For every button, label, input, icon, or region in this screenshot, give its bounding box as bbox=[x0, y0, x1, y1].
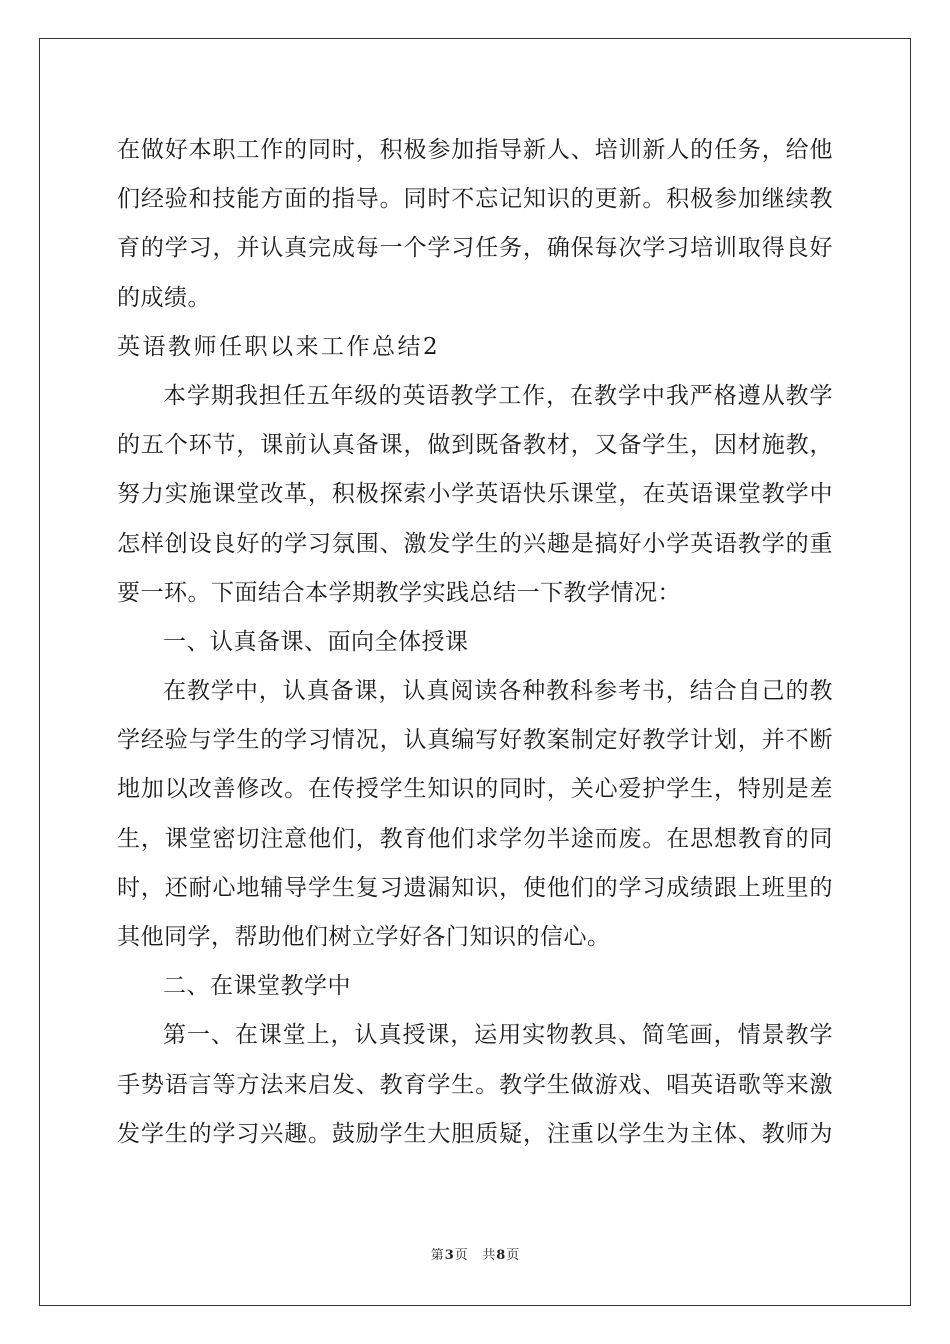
text-line: 本学期我担任五年级的英语教学工作，在教学中我严格遵从教学 bbox=[163, 382, 833, 409]
text-line: 手势语言等方法来启发、教育学生。教学生做游戏、唱英语歌等来激 bbox=[117, 1071, 833, 1098]
text-line: 怎样创设良好的学习氛围、激发学生的兴趣是搞好小学英语教学的重 bbox=[117, 530, 833, 557]
page-suffix: 页 bbox=[454, 1248, 468, 1263]
text-line: 育的学习，并认真完成每一个学习任务，确保每次学习培训取得良好 bbox=[117, 235, 833, 262]
text-line: 发学生的学习兴趣。鼓励学生大胆质疑，注重以学生为主体、教师为 bbox=[117, 1120, 833, 1147]
document-body bbox=[117, 126, 833, 1159]
current-page-number: 3 bbox=[444, 1248, 454, 1263]
total-suffix: 页 bbox=[506, 1248, 520, 1263]
subsection-heading: 一、认真备课、面向全体授课 bbox=[163, 628, 469, 655]
text-line: 时，还耐心地辅导学生复习遗漏知识，使他们的学习成绩跟上班里的 bbox=[117, 874, 833, 901]
total-page-number: 8 bbox=[496, 1248, 506, 1263]
section-title: 英语教师任职以来工作总结2 bbox=[117, 333, 441, 360]
text-line: 的成绩。 bbox=[117, 284, 211, 311]
text-line: 在教学中，认真备课，认真阅读各种教科参考书，结合自己的教 bbox=[163, 678, 833, 705]
page-prefix: 第 bbox=[430, 1248, 444, 1263]
text-line: 第一、在课堂上，认真授课，运用实物教具、简笔画，情景教学 bbox=[163, 1022, 833, 1049]
total-prefix: 共 bbox=[482, 1248, 496, 1263]
text-line: 在做好本职工作的同时，积极参加指导新人、培训新人的任务，给他 bbox=[117, 137, 833, 163]
text-line: 要一环。下面结合本学期教学实践总结一下教学情况： bbox=[117, 579, 681, 606]
text-line: 地加以改善修改。在传授学生知识的同时，关心爱护学生，特别是差 bbox=[117, 776, 833, 803]
text-line: 学经验与学生的学习情况，认真编写好教案制定好教学计划，并不断 bbox=[117, 727, 833, 754]
subsection-heading: 二、在课堂教学中 bbox=[163, 973, 351, 1000]
text-line: 其他同学，帮助他们树立学好各门知识的信心。 bbox=[117, 924, 611, 950]
text-line: 生，课堂密切注意他们，教育他们求学勿半途而废。在思想教育的同 bbox=[117, 825, 833, 852]
text-line: 努力实施课堂改革，积极探索小学英语快乐课堂，在英语课堂教学中 bbox=[117, 481, 833, 508]
page-number-footer bbox=[0, 1244, 950, 1263]
text-line: 们经验和技能方面的指导。同时不忘记知识的更新。积极参加继续教 bbox=[117, 186, 833, 213]
text-line: 的五个环节，课前认真备课，做到既备教材，又备学生，因材施教， bbox=[117, 432, 833, 459]
